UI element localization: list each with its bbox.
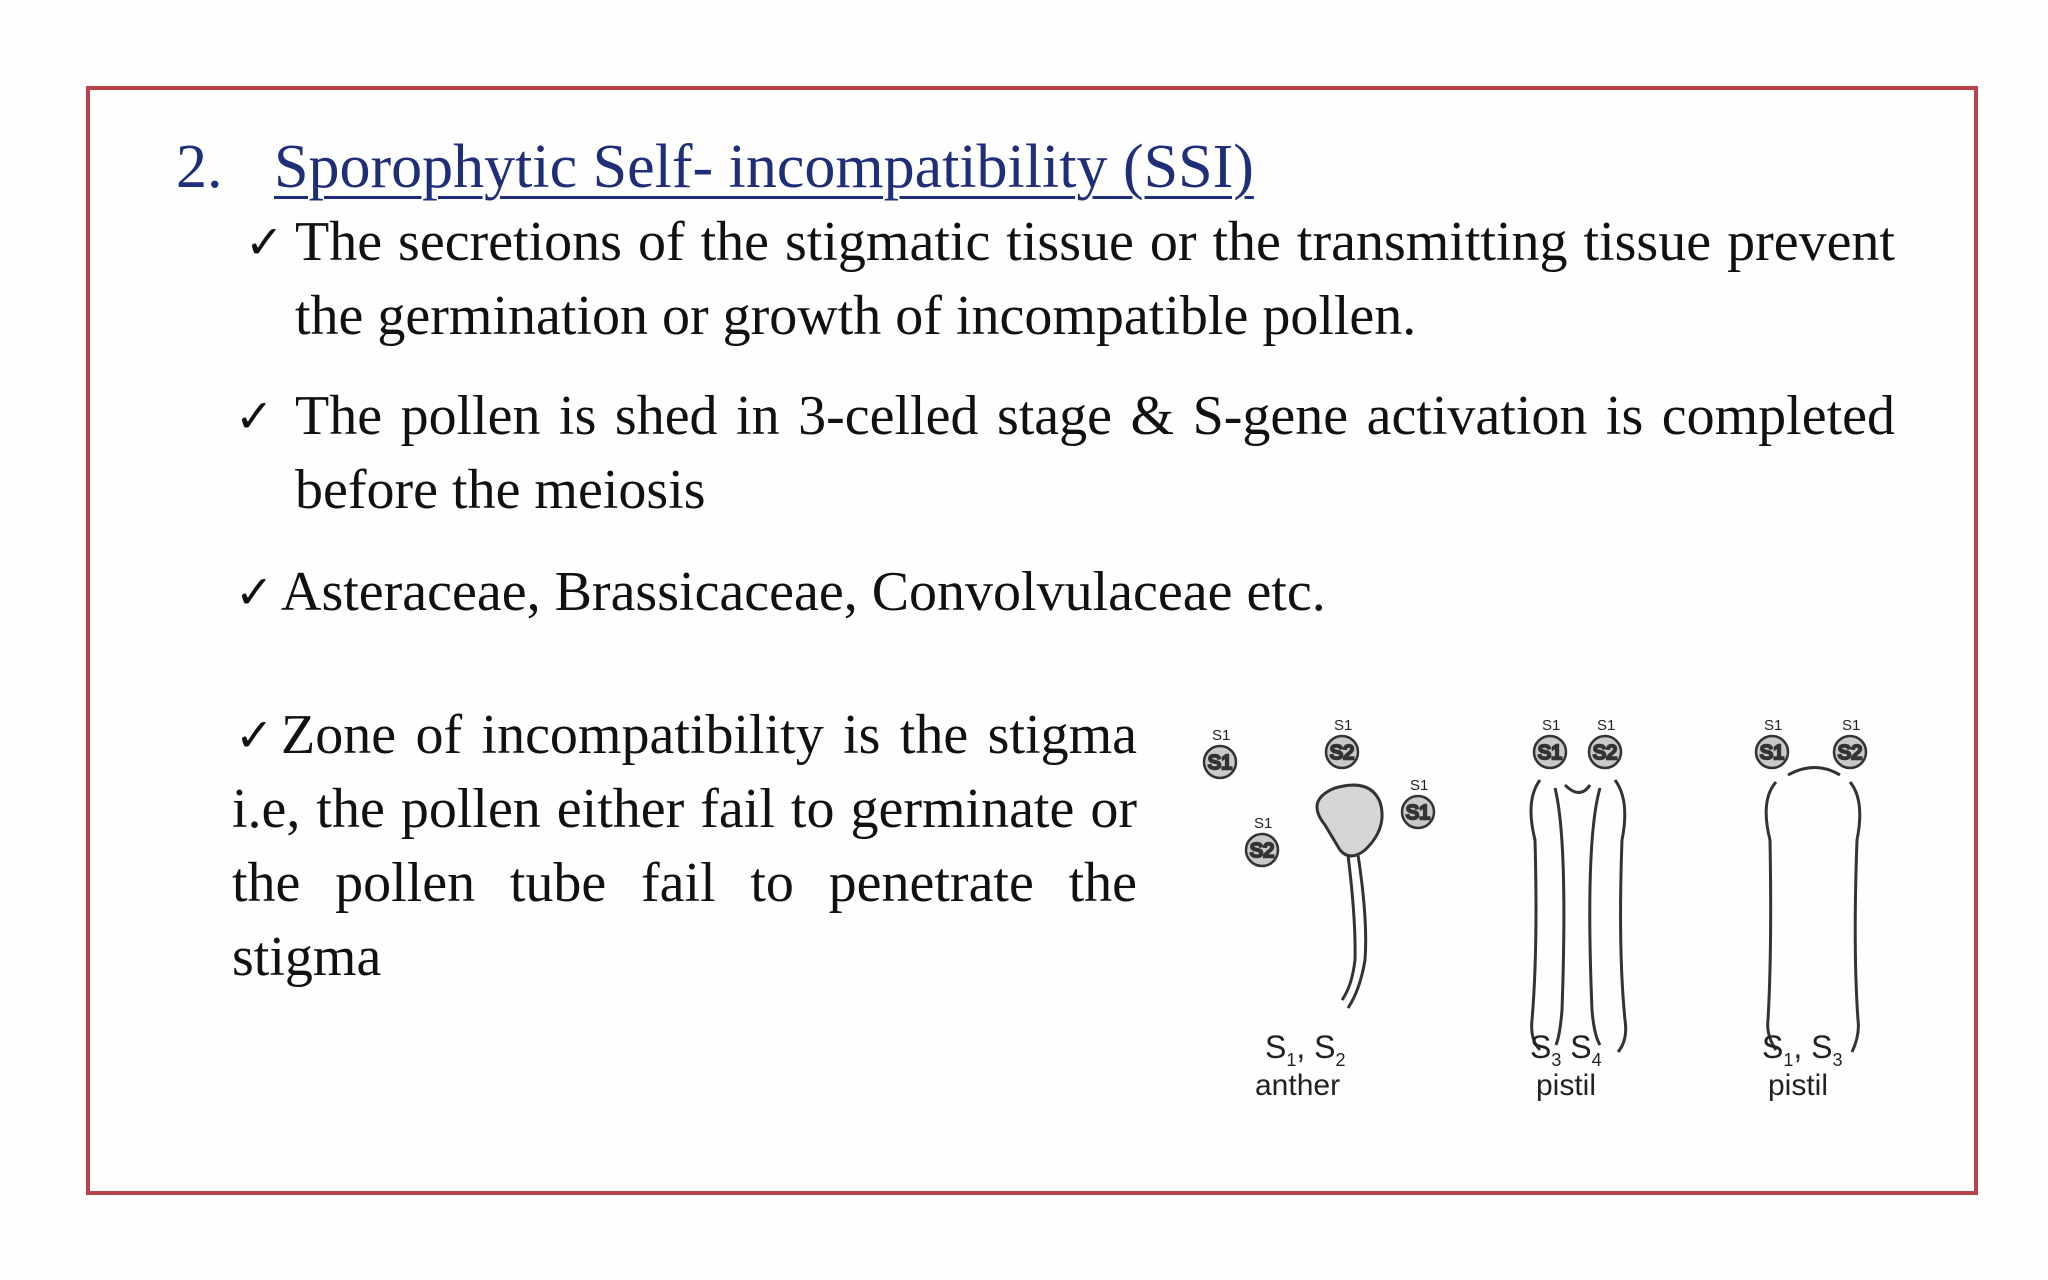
bullet-pollen-shed: The pollen is shed in 3-celled stage & S-gene activation is completed before the meiosis xyxy=(295,385,1895,521)
pistil-2-genotype: $S_1$, $S_3$ xyxy=(1762,1029,1843,1070)
anther-genotype: $S_1$, $S_2$ xyxy=(1265,1029,1346,1070)
pistil-1-wall-right xyxy=(1615,780,1626,1052)
bullet-secretions: The secretions of the stigmatic tissue or the transmitting tissue prevent the germination or growth of incompatible pollen. xyxy=(295,211,1895,347)
pistil-1-tube-a xyxy=(1555,788,1564,1045)
check-icon: ✓ xyxy=(235,565,274,619)
slide-title xyxy=(176,126,1254,208)
check-icon: ✓ xyxy=(235,389,274,443)
ssi-diagram xyxy=(1160,690,1920,1130)
bullet-families: Asteraceae, Brassicaceae, Convolvulaceae etc. xyxy=(281,561,1326,623)
pistil-1-label: pistil xyxy=(1536,1069,1597,1102)
grain-coat-label: S1 xyxy=(1254,815,1273,832)
bullet-zone-of-incompatibility xyxy=(232,698,1137,994)
title-text: Sporophytic Self- incompatibility (SSI) xyxy=(274,133,1254,201)
grain-label: S1 xyxy=(1207,752,1233,774)
pistil-1-tube-b xyxy=(1590,788,1600,1045)
pistil-1-wall-left xyxy=(1531,780,1540,1050)
pistil-2-wall-left xyxy=(1766,782,1776,1050)
pistil-2-wall-right xyxy=(1850,782,1860,1052)
check-icon: ✓ xyxy=(235,708,274,762)
bullet-zone-text: Zone of incompatibility is the stigma i.e, the pollen either fail to germinate or the pollen tube fail to penetrate the stigma xyxy=(232,704,1137,988)
pistil-1-genotype: $S_3$ $S_4$ xyxy=(1530,1029,1602,1070)
check-icon: ✓ xyxy=(245,215,284,269)
grain-label: S1 xyxy=(1759,742,1785,764)
anther-label: anther xyxy=(1255,1069,1341,1102)
anther-stigma xyxy=(1317,785,1382,856)
grain-coat-label: S1 xyxy=(1410,777,1429,794)
grain-coat-label: S1 xyxy=(1212,727,1231,744)
grain-label: S1 xyxy=(1405,802,1431,824)
grain-label: S2 xyxy=(1249,840,1275,862)
grain-label: S2 xyxy=(1329,742,1355,764)
title-number: 2. xyxy=(176,133,223,201)
pistil-2-label: pistil xyxy=(1768,1069,1829,1102)
grain-coat-label: S1 xyxy=(1334,717,1353,734)
grain-coat-label: S1 xyxy=(1597,717,1616,734)
grain-label: S1 xyxy=(1537,742,1563,764)
grain-coat-label: S1 xyxy=(1764,717,1783,734)
grain-label: S2 xyxy=(1837,742,1863,764)
grain-label: S2 xyxy=(1592,742,1618,764)
grain-coat-label: S1 xyxy=(1542,717,1561,734)
grain-coat-label: S1 xyxy=(1842,717,1861,734)
